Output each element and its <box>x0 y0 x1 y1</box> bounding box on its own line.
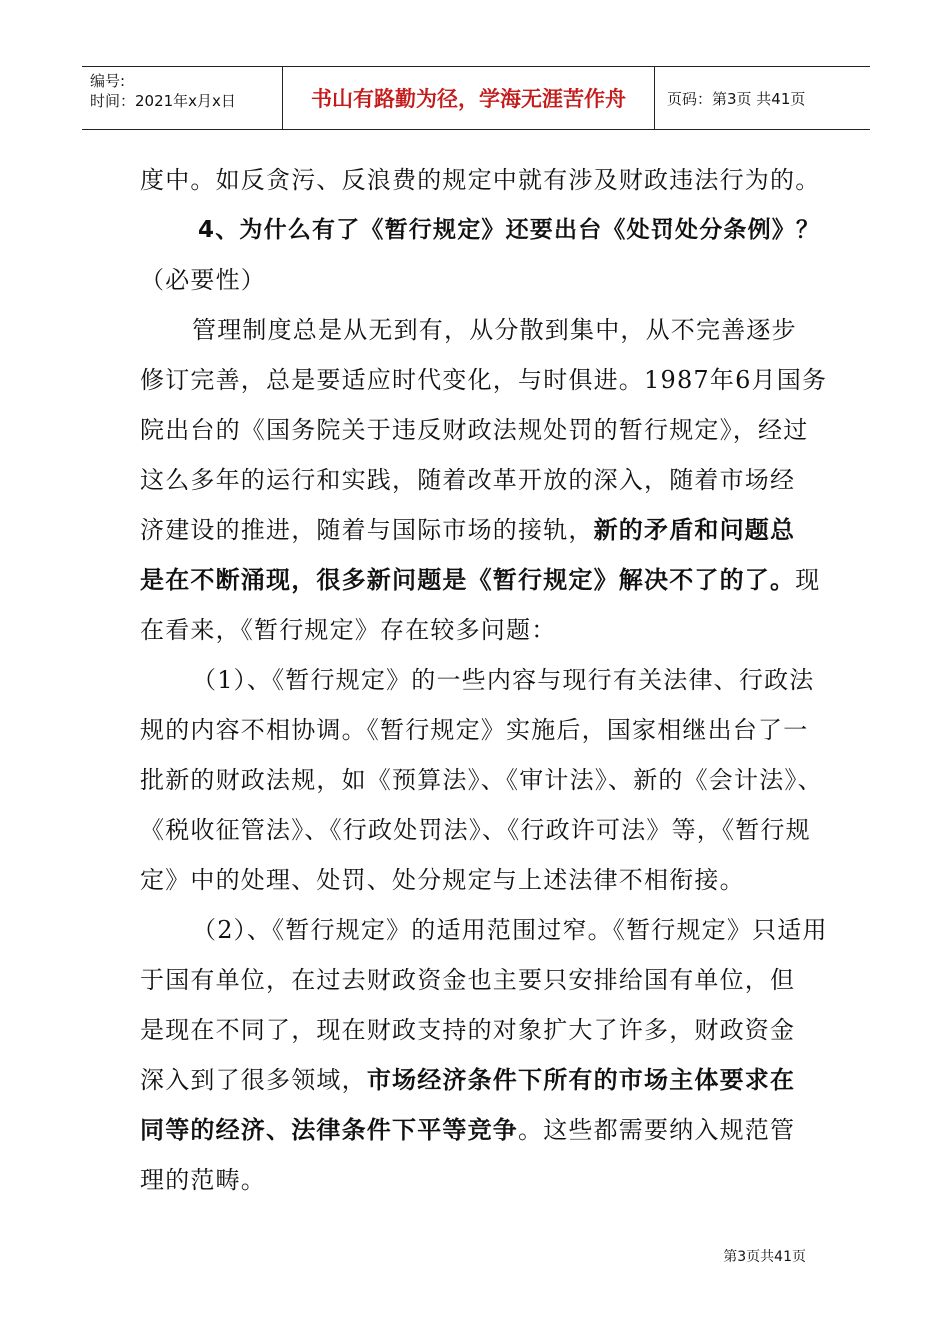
bold-text: 同等的经济、法律条件下平等竞争 <box>140 1116 518 1144</box>
line-text: 深入到了很多领域， <box>140 1066 367 1094</box>
line-text: 现 <box>795 566 821 594</box>
line-text: 济建设的推进，随着与国际市场的接轨， <box>140 516 594 544</box>
line-text: 。这些都需要纳入规范管 <box>518 1116 796 1144</box>
paragraph-line: 规的内容不相协调。《暂行规定》实施后，国家相继出台了一 <box>140 716 809 744</box>
paragraph-line: （2）、《暂行规定》的适用范围过窄。《暂行规定》只适用 <box>192 916 828 944</box>
paragraph-line: 这么多年的运行和实践，随着改革开放的深入，随着市场经 <box>140 466 796 494</box>
paragraph-line: 批新的财政法规，如《预算法》、《审计法》、新的《会计法》、 <box>140 766 823 794</box>
paragraph-line: 院出台的《国务院关于违反财政法规处罚的暂行规定》，经过 <box>140 416 809 444</box>
document-body <box>140 155 828 1205</box>
paragraph-line: （必要性） <box>140 266 266 294</box>
time-label: 时间：2021年x月x日 <box>90 92 236 110</box>
paragraph-line: （1）、《暂行规定》的一些内容与现行有关法律、行政法 <box>192 666 815 694</box>
page-footer: 第3页共41页 <box>723 1249 806 1265</box>
bold-text: 市场经济条件下所有的市场主体要求在 <box>366 1066 796 1094</box>
paragraph-line: 在看来，《暂行规定》存在较多问题： <box>140 616 557 644</box>
number-label: 编号: <box>90 72 126 90</box>
paragraph-line: 理的范畴。 <box>140 1166 266 1194</box>
paragraph-line: 度中。如反贪污、反浪费的规定中就有涉及财政违法行为的。 <box>140 166 821 194</box>
paragraph-line <box>140 505 810 555</box>
paragraph-line: 《税收征管法》、《行政处罚法》、《行政许可法》等，《暂行规 <box>140 816 811 844</box>
paragraph-line: 管理制度总是从无到有，从分散到集中，从不完善逐步 <box>192 316 797 344</box>
paragraph-line: 是现在不同了，现在财政支持的对象扩大了许多，财政资金 <box>140 1016 796 1044</box>
header-meta <box>82 67 283 129</box>
header-motto: 书山有路勤为径，学海无涯苦作舟 <box>283 67 655 129</box>
paragraph-line: 修订完善，总是要适应时代变化，与时俱进。1987年6月国务 <box>140 366 828 394</box>
page-header <box>82 66 870 130</box>
header-page-info: 页码：第3页 共41页 <box>667 89 806 108</box>
paragraph-line: 于国有单位，在过去财政资金也主要只安排给国有单位，但 <box>140 966 796 994</box>
paragraph-line <box>140 1105 810 1155</box>
section-heading: 4、为什么有了《暂行规定》还要出台《处罚处分条例》？ <box>198 217 821 243</box>
bold-text: 新的矛盾和问题总 <box>593 516 796 544</box>
bold-text: 是在不断涌现，很多新问题是《暂行规定》解决不了的了。 <box>140 566 796 594</box>
paragraph-line <box>140 555 821 605</box>
paragraph-line: 定》中的处理、处罚、处分规定与上述法律不相衔接。 <box>140 866 745 894</box>
paragraph-line <box>140 1055 810 1105</box>
